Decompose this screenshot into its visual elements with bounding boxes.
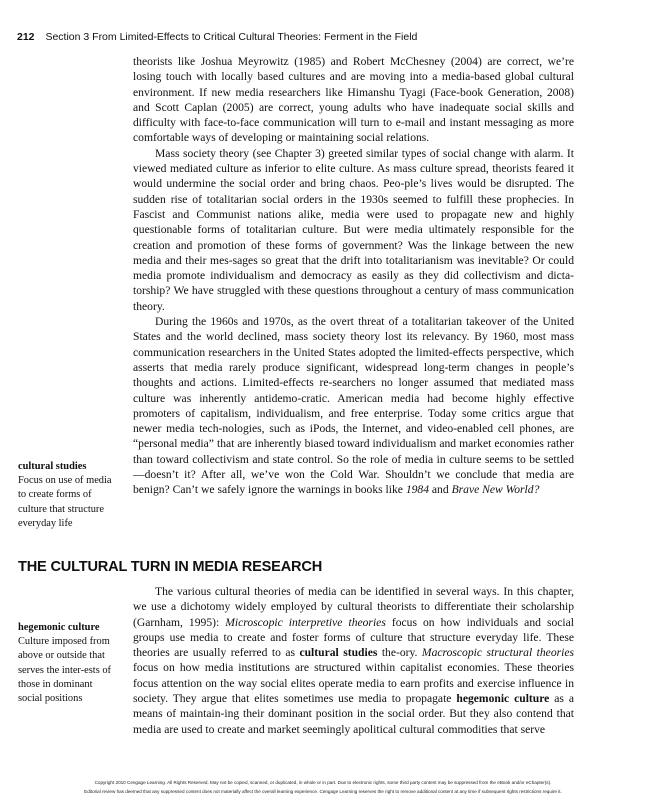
paragraph-3-end-mark: ?	[533, 483, 540, 497]
term-macroscopic-structural: Macroscopic structural theories	[421, 646, 575, 660]
book-title-1984: 1984	[405, 483, 430, 497]
p4-text-5: as a means of maintain-ing their dominant position in the social order. But they also contend that media are used to create and market seemingly apolitical cultural commodities that serve	[133, 692, 574, 736]
margin-note-cultural-studies	[18, 460, 118, 531]
p4-text-2: focus on how individuals and social groups use media to create and foster forms of culture that structure everyday life. These theories are usually referred to as	[133, 615, 574, 660]
margin-term-cultural-studies: cultural studies	[18, 461, 87, 472]
p4-text-4: focus on how media institutions are structured within capitalist economies. These theories focus attention on the way social elites operate media to earn profits and exercise influence in society. They argue that elites sometimes use media to propagate	[133, 661, 574, 706]
paragraph-4	[133, 584, 574, 737]
body-text-bottom	[133, 584, 574, 737]
book-title-brave-new-world: Brave New World	[451, 483, 534, 497]
p4-text-3: the-ory.	[377, 646, 422, 660]
margin-term-hegemonic-culture: hegemonic culture	[18, 622, 100, 633]
paragraph-2: Mass society theory (see Chapter 3) greeted similar types of social change with alarm. It viewed mediated culture as inferior to elite culture. As mass culture spread, theorists feared it would undermine the social order and bring chaos. Peo-ple’s lives would be disrupted. The sudden rise of totalitarian social orders in the 1930s seemed to fulfill these prophecies. In Fascist and Communist nations alike, media were used to propagate new and highly questionable forms of totalitarian culture. But were media ultimately responsible for the creation and promotion of these forms of government? Was the linkage between the new media and their mes-sages so great that the drift into totalitarianism was inevitable? Or could media promote individualism and democracy as easily as they did collectivism and dicta-torship? We have struggled with these questions throughout a century of mass communication theory.	[133, 146, 574, 313]
body-text-top	[133, 54, 574, 498]
term-microscopic-interpretive: Microscopic interpretive theories	[225, 615, 386, 629]
margin-definition-hegemonic-culture: Culture imposed from above or outside that serves the inter-ests of those in dominant social positions	[18, 636, 111, 705]
conjunction-and: and	[429, 483, 452, 497]
copyright-footer-line-1: Copyright 2010 Cengage Learning. All Rights Reserved. May not be copied, scanned, or duplicated, in whole or in part. Due to electronic rights, some third party content may be suppressed from the eBook and/or eChapter(s).	[94, 780, 552, 785]
section-heading: THE CULTURAL TURN IN MEDIA RESEARCH	[18, 559, 323, 575]
paragraph-3	[133, 314, 574, 498]
margin-definition-cultural-studies: Focus on use of media to create forms of culture that structure everyday life	[18, 475, 112, 529]
keyword-hegemonic-culture: hegemonic culture	[456, 692, 550, 706]
page-number: 212	[17, 31, 35, 43]
paragraph-1: theorists like Joshua Meyrowitz (1985) and Robert McChesney (2004) are correct, we’re losing touch with locally based cultures and are moving into a media-based global cultural environment. If new media researchers like Himanshu Tyagi (Face-book Generation, 2008) and Scott Caplan (2005) are correct, young adults who have inadequate social skills and difficulty with face-to-face communication will turn to e-mail and instant messaging as more comfortable ways of developing or maintaining social relations.	[133, 55, 574, 145]
copyright-footer-line-2: Editorial review has deemed that any suppressed content does not materially affect the overall learning experience. Cengage Learning reserves the right to remove additional content at any time if subsequent rights restrictions require it.	[84, 789, 562, 794]
p4-text-1: The various cultural theories of media can be identified in several ways. In this chapter, we use a dichotomy widely employed by cultural theorists to differentiate their scholarship (Garnham, 1995):	[133, 585, 574, 629]
margin-note-hegemonic-culture	[18, 621, 118, 706]
running-title: Section 3 From Limited-Effects to Critical Cultural Theories: Ferment in the Field	[45, 31, 418, 43]
running-header	[17, 31, 637, 43]
keyword-cultural-studies: cultural studies	[299, 646, 378, 660]
paragraph-3-text: During the 1960s and 1970s, as the overt threat of a totalitarian takeover of the United States and the world declined, mass society theory lost its relevancy. By 1960, most mass communication researchers in the United States adopted the limited-effects perspective, which asserts that media rarely produce significant, widespread long-term changes in people’s thoughts and actions. Limited-effects re-searchers no longer assumed that mediated mass culture was inherently antidemo-cratic. American media had become highly effective promoters of capitalism, individualism, and free enterprise. Today some critics argue that newer media tech-nologies, such as iPods, the Internet, and video-enabled cell phones, are “personal media” that are inherently biased toward individualism and market economies rather than toward collectivism and state control. So the role of media in culture seems to be settled—doesn’t it? After all, we’ve won the Cold War. Shouldn’t we conclude that media are benign? Can’t we safely ignore the warnings in books like	[133, 315, 574, 497]
